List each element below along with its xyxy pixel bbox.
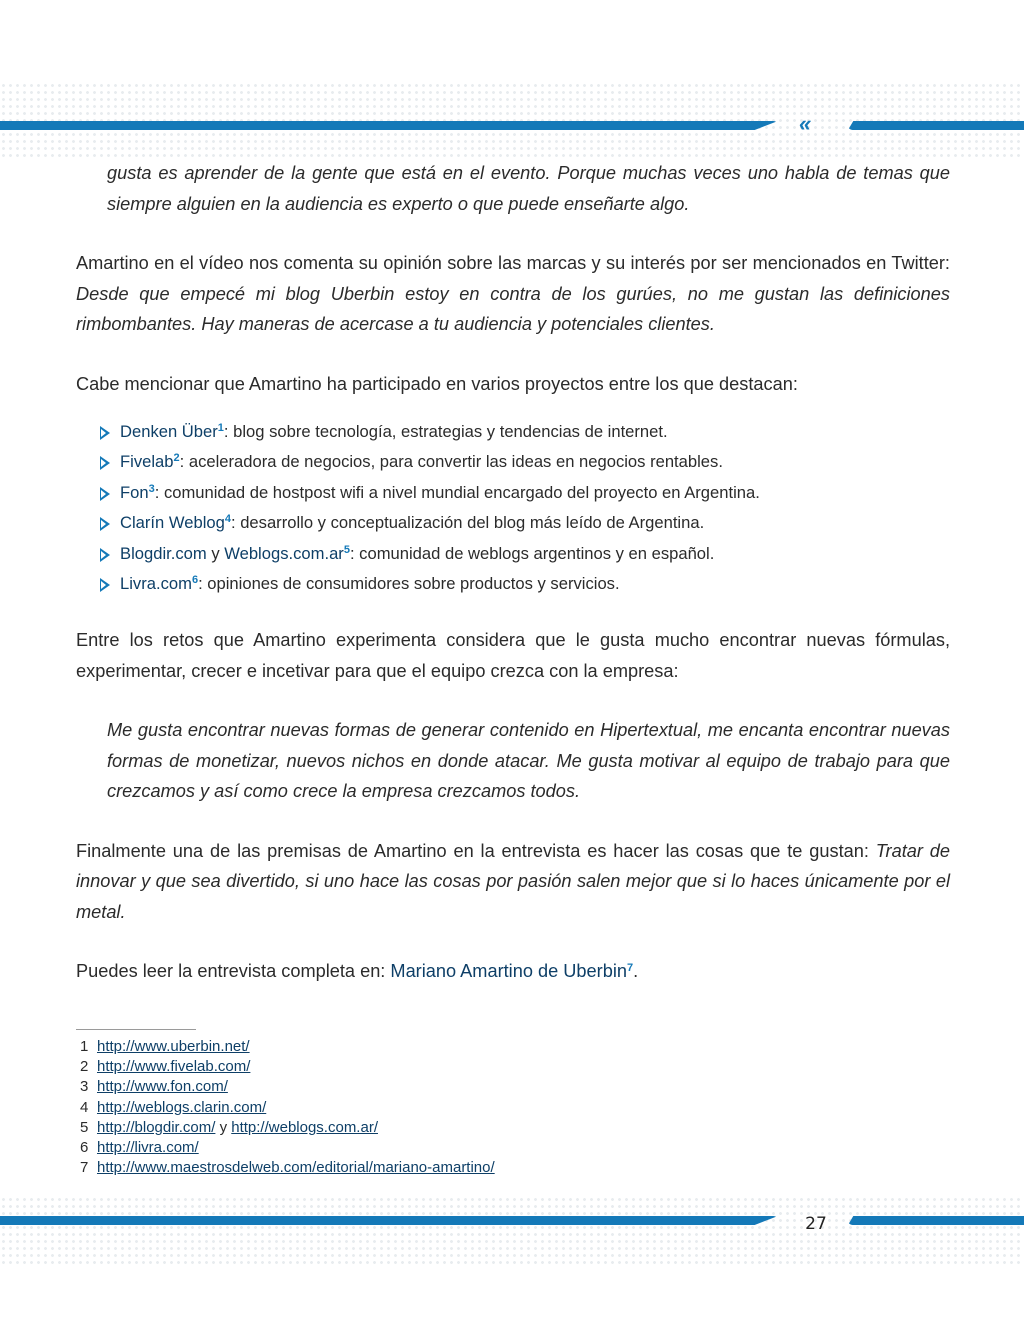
footnote-ref[interactable]: 5 bbox=[343, 543, 350, 556]
footnote-divider bbox=[76, 1029, 196, 1030]
project-link[interactable]: Fon bbox=[120, 482, 149, 502]
footnote-ref[interactable]: 7 bbox=[626, 962, 634, 975]
project-link[interactable]: Weblogs.com.ar bbox=[224, 543, 344, 563]
footnote bbox=[80, 1057, 780, 1077]
paragraph-interview bbox=[76, 956, 950, 987]
paragraph-text: Amartino en el vídeo nos comenta su opinión sobre las marcas y su interés por ser mencionados en Twitter: bbox=[76, 253, 950, 273]
footnote bbox=[80, 1158, 780, 1178]
inline-quote: Tratar de innovar y que sea divertido, si uno hace las cosas por pasión salen mejor que si lo haces únicamente por el metal. bbox=[76, 840, 950, 922]
project-link[interactable]: Blogdir.com bbox=[120, 543, 207, 563]
list-item-text: : opiniones de consumidores sobre productos y servicios. bbox=[198, 574, 620, 594]
footnote-link[interactable]: http://livra.com/ bbox=[97, 1139, 199, 1157]
footer-pattern bbox=[0, 1196, 1024, 1266]
bullet-triangle-icon bbox=[100, 456, 110, 470]
list-item-text: : comunidad de weblogs argentinos y en español. bbox=[349, 543, 715, 563]
footnote bbox=[80, 1098, 780, 1118]
footnote-number: 1 bbox=[80, 1038, 89, 1055]
project-link[interactable]: Denken Über bbox=[120, 422, 218, 441]
header-rule-right bbox=[848, 121, 1024, 130]
footnote-ref[interactable]: 4 bbox=[224, 513, 231, 526]
paragraph-end: . bbox=[633, 961, 639, 982]
project-link[interactable]: Livra.com bbox=[120, 574, 192, 594]
list-item bbox=[100, 539, 950, 569]
article-body bbox=[76, 158, 950, 987]
footnote-number: 7 bbox=[80, 1159, 89, 1177]
footnote-link[interactable]: http://blogdir.com/ bbox=[97, 1118, 216, 1136]
footnote-connector: y bbox=[215, 1118, 232, 1136]
footnote-ref[interactable]: 2 bbox=[173, 452, 180, 465]
list-item bbox=[100, 447, 950, 477]
bullet-triangle-icon bbox=[100, 578, 110, 592]
list-item-text: : comunidad de hostpost wifi a nivel mundial encargado del proyecto en Argentina. bbox=[154, 482, 760, 502]
list-item-text: : aceleradora de negocios, para convertir las ideas en negocios rentables. bbox=[179, 452, 723, 472]
footnote-ref[interactable]: 1 bbox=[217, 422, 224, 434]
paragraph-projects-intro: Cabe mencionar que Amartino ha participado en varios proyectos entre los que destacan: bbox=[76, 373, 798, 394]
footnote-number: 4 bbox=[80, 1098, 89, 1116]
interview-link[interactable]: Mariano Amartino de Uberbin bbox=[390, 961, 627, 982]
paragraph-challenges: Entre los retos que Amartino experimenta considera que le gusta mucho encontrar nuevas fórmulas, experimentar, crecer e incetivar para que el equipo crezca con la empresa: bbox=[76, 630, 950, 681]
footnote-number: 6 bbox=[80, 1139, 89, 1157]
list-item-connector: y bbox=[206, 543, 225, 563]
footnote-number: 2 bbox=[80, 1058, 89, 1076]
projects-list bbox=[76, 417, 950, 599]
footnote bbox=[80, 1077, 780, 1097]
footer-rule-right bbox=[848, 1216, 1024, 1225]
footnote-link[interactable]: http://www.fivelab.com/ bbox=[97, 1058, 251, 1076]
header-rule-left bbox=[0, 121, 778, 130]
footnote-link[interactable]: http://www.fon.com/ bbox=[97, 1078, 228, 1096]
bullet-triangle-icon bbox=[100, 517, 110, 531]
paragraph-text: Finalmente una de las premisas de Amartino en la entrevista es hacer las cosas que te gustan: bbox=[76, 840, 876, 861]
footnote-link[interactable]: http://weblogs.com.ar/ bbox=[231, 1118, 378, 1136]
footnote-link[interactable]: http://weblogs.clarin.com/ bbox=[97, 1098, 267, 1116]
block-quote: Me gusta encontrar nuevas formas de generar contenido en Hipertextual, me encanta encontrar nuevas formas de monetizar, nuevos nichos en donde atacar. Me gusta motivar al equipo de trabajo para que crezcamos y así como crece la empresa crezcamos todos. bbox=[107, 720, 950, 802]
footnote-link[interactable]: http://www.maestrosdelweb.com/editorial/mariano-amartino/ bbox=[97, 1159, 495, 1177]
list-item-text: : blog sobre tecnología, estrategias y tendencias de internet. bbox=[223, 422, 668, 441]
chevron-left-double-icon: « bbox=[799, 111, 806, 136]
list-item-text: : desarrollo y conceptualización del blog más leído de Argentina. bbox=[230, 513, 705, 533]
footnote bbox=[80, 1118, 780, 1138]
quote-continuation: gusta es aprender de la gente que está en el evento. Porque muchas veces uno habla de temas que siempre alguien en la audiencia es experto o que puede enseñarte algo. bbox=[107, 163, 950, 214]
list-item bbox=[100, 417, 950, 447]
footnote-link[interactable]: http://www.uberbin.net/ bbox=[97, 1038, 250, 1055]
footnote-ref[interactable]: 6 bbox=[191, 574, 199, 587]
bullet-triangle-icon bbox=[100, 426, 110, 440]
page-number: 27 bbox=[805, 1214, 827, 1234]
footnote bbox=[80, 1138, 780, 1158]
bullet-triangle-icon bbox=[100, 487, 110, 501]
footer-rule-left bbox=[0, 1216, 778, 1225]
bullet-triangle-icon bbox=[100, 548, 110, 562]
footnote-ref[interactable]: 3 bbox=[148, 482, 155, 495]
paragraph-text: Puedes leer la entrevista completa en: bbox=[76, 961, 391, 982]
inline-quote: Desde que empecé mi blog Uberbin estoy en contra de los gurúes, no me gustan las definiciones rimbombantes. Hay maneras de acercase a tu audiencia y potenciales clientes. bbox=[76, 283, 950, 334]
paragraph-premises bbox=[76, 836, 950, 928]
footnote-number: 3 bbox=[80, 1078, 89, 1096]
list-item bbox=[100, 508, 950, 538]
project-link[interactable]: Fivelab bbox=[120, 452, 174, 472]
list-item bbox=[100, 478, 950, 508]
project-link[interactable]: Clarín Weblog bbox=[120, 513, 225, 533]
footnote bbox=[80, 1037, 780, 1057]
paragraph-twitter bbox=[76, 248, 950, 340]
footnotes bbox=[80, 1037, 780, 1178]
footnote-number: 5 bbox=[80, 1118, 89, 1136]
list-item bbox=[100, 569, 950, 599]
